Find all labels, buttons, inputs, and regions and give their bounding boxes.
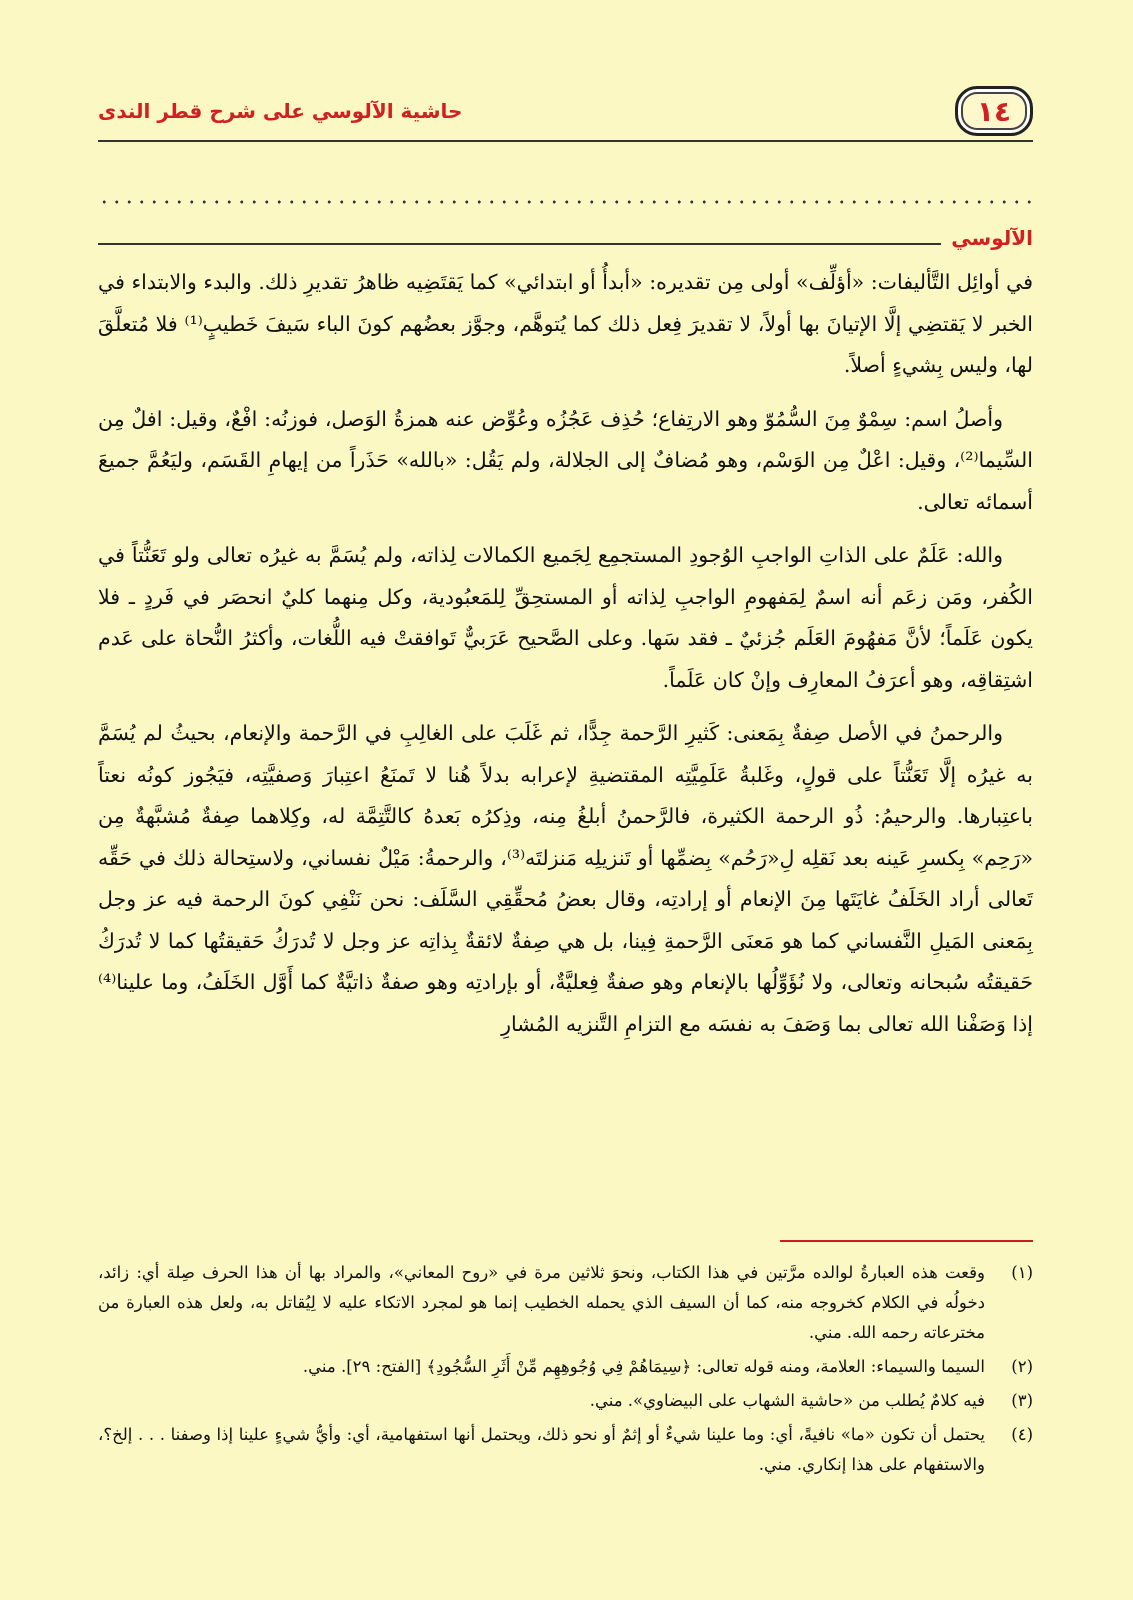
footnote-number: (١)	[1011, 1263, 1033, 1282]
section-label: الآلوسي	[951, 226, 1033, 250]
page-header	[98, 86, 1033, 136]
footnote	[98, 1420, 1033, 1480]
header-divider	[98, 140, 1033, 142]
footnote	[98, 1352, 1033, 1382]
paragraph: والرحمنُ في الأصل صِفةٌ بِمَعنى: كَثيرِ الرَّحمة جِدًّا، ثم غَلَبَ على الغالِبِ في الرَّحمة والإنعام، بحيثُ لم يُسَمَّ به غيرُه إلَّا تَعَنُّتاً على قولٍ، وغَلبةُ عَلَمِيَّتِه المقتضيةِ لإعرابه بدلاً هُنا لا تَمنَعُ اعتِبارَ وَصفيَّتِه، فيَجُوز كونُه نعتاً باعتِبارها. والرحيمُ: ذُو الرحمة الكثيرة، فالرَّحمنُ أبلغُ مِنه، وذِكرُه بَعدهُ كالتَّتِمَّة له، وكِلاهما صِفةٌ مُشبَّهةٌ مِن «رَحِم» بِكسرِ عَينه بعد نَقلِه لِ«رَحُم» بِضمِّها أو تَنزيلِه مَنزلتَه⁽³⁾، والرحمةُ: مَيْلٌ نفساني، ولاستِحالة ذلك في حَقِّه تَعالى أراد الخَلَفُ غايَتَها مِنَ الإنعام أو إرادتِه، وقال بعضُ مُحقِّقِي السَّلَف: نحن نَنْفِي كونَ الرحمة فيه عز وجل بِمَعنى المَيلِ النَّفساني كما هو مَعنَى الرَّحمةِ فِينا، بل هي صِفةٌ لائقةٌ بِذاتِه عز وجل لا تُدرَكُ حَقيقتُها كما لا تُدرَكُ حَقيقتُه سُبحانه وتعالى، ولا نُؤَوِّلُها بالإنعام وهو صفةٌ فِعليَّةٌ، أو بإرادتِه وهو صفةٌ ذاتيَّةٌ كما أَوَّل الخَلَفُ، وما علينا⁽⁴⁾ إذا وَصَفْنا الله تعالى بما وَصَفَ به نفسَه مع التزامِ التَّنزيه المُشارِ	[98, 721, 1033, 1036]
footnote	[98, 1258, 1033, 1348]
page-number-badge	[955, 86, 1033, 136]
footnote-text: السيما والسيماء: العلامة، ومنه قوله تعالى: ﴿سِيمَاهُمْ فِي وُجُوهِهِم مِّنْ أَثَرِ السُّجُودِ﴾ [الفتح: ٢٩]. مني.	[302, 1357, 985, 1376]
dotted-separator	[98, 200, 1033, 204]
paragraph: في أوائِل التَّأليفات: «أؤلِّف» أولى مِن تقديره: «أبدأُ أو ابتدائي» كما يَقتَضِيه ظاهرُ تقديرِ ذلك. والبدء والابتداء في الخبر لا يَقتضِي إلَّا الإتيانَ بها أولاً، لا تقديرَ فِعل ذلك كما يُتوهَّم، وجوَّز بعضُهم كونَ الباء سَيفَ خَطيبٍ⁽¹⁾ فلا مُتعلَّقَ لها، وليس بِشيءٍ أصلاً.	[98, 270, 1033, 377]
footnote	[98, 1386, 1033, 1416]
footnote-divider	[780, 1240, 1033, 1242]
page-number: ١٤	[976, 94, 1012, 128]
footnotes	[98, 1258, 1033, 1484]
footnote-number: (٣)	[1011, 1391, 1033, 1410]
section-heading	[98, 220, 1033, 250]
footnote-text: وقعت هذه العبارةُ لوالده مرَّتين في هذا الكتاب، ونحوَ ثلاثين مرة في «روح المعاني»، والمراد بها أن هذا الحرف صِلة أي: زائد، دخولُه في الكلام كخروجه منه، كما أن السيف الذي يحمله الخطيب إنما هو لمجرد الاتكاء عليه لا لِيُقاتل به، ولعل هذه العبارة من مخترعاته رحمه الله. مني.	[98, 1263, 985, 1342]
paragraph: والله: عَلَمٌ على الذاتِ الواجبِ الوُجودِ المستجمِع لِجَميع الكمالات لِذاته، ولم يُسَمَّ به غيرُه تعالى ولو تَعَنُّتاً في الكُفر، ومَن زعَم أنه اسمٌ لِمَفهومِ الواجبِ لِذاته أو المستحِقِّ لِلمَعبُودية، وكل مِنهما كليٌ انحصَر في فَردٍ ـ فلا يكون عَلَماً؛ لأنَّ مَفهُومَ العَلَم جُزئيٌ ـ فقد سَها. وعلى الصَّحيح عَرَبيٌّ تَوافقتْ فيه اللُّغات، وأكثرُ النُّحاة على عَدم اشتِقاقِه، وهو أعرَفُ المعارِف وإنْ كان عَلَماً.	[98, 543, 1033, 692]
footnote-text: يحتمل أن تكون «ما» نافيةً، أي: وما علينا شيءٌ أو إثمٌ أو نحو ذلك، ويحتمل أنها استفهامية، أي: وأيُّ شيءٍ علينا إذا وصفنا . . . إلخ؟، والاستفهام على هذا إنكاري. مني.	[98, 1425, 985, 1474]
footnote-text: فيه كلامٌ يُطلب من «حاشية الشهاب على البيضاوي». مني.	[589, 1391, 985, 1410]
book-title: حاشية الآلوسي على شرح قطر الندى	[98, 99, 463, 123]
footnote-number: (٤)	[1011, 1425, 1033, 1444]
paragraph: وأصلُ اسم: سِمْوٌ مِنَ السُّمُوّ وهو الارتِفاع؛ حُذِف عَجُزُه وعُوِّض عنه همزةُ الوَصل، فوزنُه: افْعٌ، وقيل: افلٌ مِن السِّيما⁽²⁾، وقيل: اعْلٌ مِن الوَسْم، وهو مُضافٌ إلى الجلالة، ولم يَقُل: «بالله» حَذَراً من إيهامِ القَسَم، وليَعُمَّ جميعَ أسمائه تعالى.	[98, 406, 1033, 514]
main-text	[98, 262, 1033, 1057]
footnote-number: (٢)	[1011, 1357, 1033, 1376]
section-rule	[98, 243, 941, 245]
